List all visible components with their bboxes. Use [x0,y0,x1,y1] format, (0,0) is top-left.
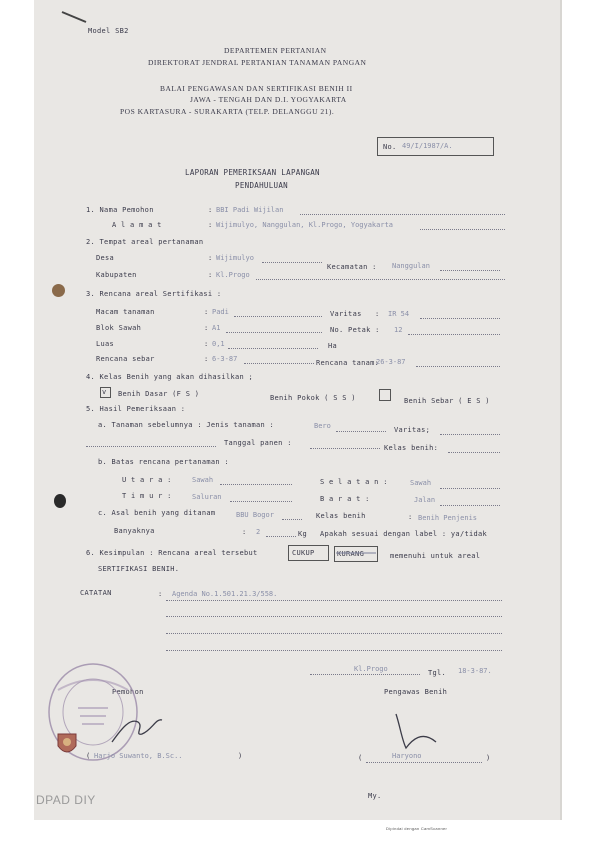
paper-edge [560,0,562,820]
colon: : [204,308,209,316]
luas-label: Luas [96,340,115,348]
barat-label: B a r a t : [320,495,370,503]
cukup-label: CUKUP [292,549,315,557]
utara-label: U t a r a : [122,476,172,484]
varitas-label: Varitas [330,310,362,318]
colon: : [208,271,213,279]
petak-value: 12 [394,326,403,334]
field-2-label: 2. Tempat areal pertanaman [86,238,204,246]
header-line-5: POS KARTASURA - SURAKARTA (TELP. DELANGGU 21). [120,107,335,116]
colon: : [208,221,213,229]
dotted-line [440,505,500,506]
pengawas-name: Haryono [392,752,422,760]
kurang-label: KURANG [337,550,365,558]
sebar-label: Rencana sebar [96,355,155,363]
pemohon-signature [108,708,168,748]
watermark: DPAD DIY [36,793,96,807]
nomor-value: 49/I/1987/A. [402,142,453,150]
dotted-line [262,262,322,263]
dotted-line [310,674,420,675]
timur-value: Saluran [192,493,222,501]
tanggal-panen-label: Tanggal panen : [224,439,292,447]
colon: : [204,340,209,348]
kurang-strike [336,548,376,558]
dotted-line [300,214,505,215]
banyaknya-label: Banyaknya [114,527,155,535]
apakah-label: Apakah sesuai dengan label : ya/tidak [320,530,488,538]
dotted-line [166,650,502,651]
c-kelas-label: Kelas benih [316,512,366,520]
petak-label: No. Petak : [330,326,380,334]
catatan-value: Agenda No.1.501.21.3/558. [172,590,278,598]
luas-value: 0,1 [212,340,225,348]
nomor-label: No. [383,143,397,151]
dotted-line [408,334,500,335]
sertifikasi-label: SERTIFIKASI BENIH. [98,565,180,573]
banyaknya-value: 2 [256,528,261,536]
checkbox-benih-pokok[interactable] [379,389,391,401]
pemohon-label: Pemohon [112,688,144,696]
pengawas-signature [392,706,442,752]
field-6-label: 6. Kesimpulan : Rencana areal tersebut [86,549,258,557]
desa-label: Desa [96,254,115,262]
dotted-line [166,600,502,601]
dotted-line [282,519,302,520]
pengawas-label: Pengawas Benih [384,688,448,696]
dotted-line [230,501,292,502]
header-line-3: BALAI PENGAWASAN DAN SERTIFIKASI BENIH II [160,84,353,93]
dotted-line [420,229,505,230]
blok-value: A1 [212,324,221,332]
c-kelas-value: Benih Penjenis [418,514,478,522]
dotted-line [166,616,502,617]
dotted-line [366,762,482,763]
colon: : [375,310,380,318]
asal-benih-value: BBU Bogor [236,511,274,519]
field-1-value: BBI Padi Wijilan [216,206,284,214]
dotted-line [166,633,502,634]
bracket-open: ( [358,754,363,762]
benih-dasar-label: Benih Dasar (F S ) [118,390,200,398]
benih-pokok-label: Benih Pokok ( S S ) [270,394,356,402]
punch-hole-top [52,284,65,297]
desa-value: Wijimulyo [216,254,254,262]
kabupaten-label: Kabupaten [96,271,137,279]
header-line-2: DIREKTORAT JENDRAL PERTANIAN TANAMAN PANGAN [148,58,367,67]
alamat-label: A l a m a t [112,221,162,229]
pemohon-name: Harjo Suwanto, B.Sc.. [94,752,183,760]
dotted-line [416,366,500,367]
model-label: Model SB2 [88,27,129,35]
emblem-logo [56,732,78,758]
kecamatan-value: Nanggulan [392,262,430,270]
sebar-value: 6-3-87 [212,355,238,363]
dotted-line [420,318,500,319]
kelas-benih-label: Kelas benih: [384,444,439,452]
punch-hole-bottom [54,494,66,508]
kecamatan-label: Kecamatan : [327,263,377,271]
blok-label: Blok Sawah [96,324,142,332]
pen-mark [60,8,90,24]
field-3-label: 3. Rencana areal Sertifikasi : [86,290,222,298]
header-line-1: DEPARTEMEN PERTANIAN [224,46,327,55]
dotted-line [228,348,318,349]
field-5-label: 5. Hasil Pemeriksaan : [86,405,186,413]
macam-value: Padi [212,308,229,316]
varitas-value: IR 54 [388,310,410,318]
sign-place: Kl.Progo [354,665,388,673]
tanam-value: 26-3-87 [376,358,406,366]
report-subtitle: PENDAHULUAN [235,181,288,190]
tgl-label: Tgl. [428,669,447,677]
catatan-label: CATATAN [80,589,112,597]
bracket-close: ) [238,752,243,760]
banyaknya-unit: Kg [298,530,308,538]
dotted-line [86,446,216,447]
dotted-line [244,363,314,364]
alamat-value: Wijimulyo, Nanggulan, Kl.Progo, Yogyakarta [216,221,394,229]
dotted-line [336,431,386,432]
asal-benih-label: c. Asal benih yang ditanam [98,509,216,517]
barat-value: Jalan [414,496,436,504]
macam-label: Macam tanaman [96,308,155,316]
colon: : [204,324,209,332]
bracket-close: ) [486,754,491,762]
scanner-label: Dipindai dengan CamScanner [386,826,448,831]
dotted-line [310,448,380,449]
field-1-label: 1. Nama Pemohon [86,206,154,214]
field-4-label: 4. Kelas Benih yang akan dihasilkan ; [86,373,254,381]
colon: : [208,254,213,262]
tanaman-sebelumnya-label: a. Tanaman sebelumnya : Jenis tanaman : [98,421,275,429]
tanaman-sebelumnya-value: Bero [314,422,331,430]
batas-label: b. Batas rencana pertanaman : [98,458,229,466]
a-varitas-label: Varitas; [394,426,431,434]
dotted-line [220,484,292,485]
kabupaten-value: Kl.Progo [216,271,250,279]
sign-date: 18-3-87. [458,667,492,675]
dotted-line [266,536,296,537]
checkbox-benih-dasar-mark: v [102,388,107,396]
colon: : [408,513,413,521]
report-title: LAPORAN PEMERIKSAAN LAPANGAN [185,168,320,177]
timur-label: T i m u r : [122,492,172,500]
selatan-label: S e l a t a n : [320,478,388,486]
dotted-line [234,316,322,317]
colon: : [208,206,213,214]
bracket-open: ( [86,752,91,760]
dotted-line [440,270,500,271]
my-mark: My. [368,792,382,800]
utara-value: Sawah [192,476,214,484]
selatan-value: Sawah [410,479,432,487]
header-line-4: JAWA - TENGAH DAN D.I. YOGYAKARTA [190,95,347,104]
dotted-line [256,279,505,280]
dotted-line [440,434,500,435]
dotted-line [440,488,500,489]
colon: : [204,355,209,363]
colon: : [158,590,163,598]
dotted-line [448,452,500,453]
benih-sebar-label: Benih Sebar ( E S ) [404,397,490,405]
colon: : [242,528,247,536]
memenuhi-label: memenuhi untuk areal [390,552,481,560]
dotted-line [226,332,322,333]
luas-unit: Ha [328,342,338,350]
tanam-label: Rencana tanam: [316,359,380,367]
